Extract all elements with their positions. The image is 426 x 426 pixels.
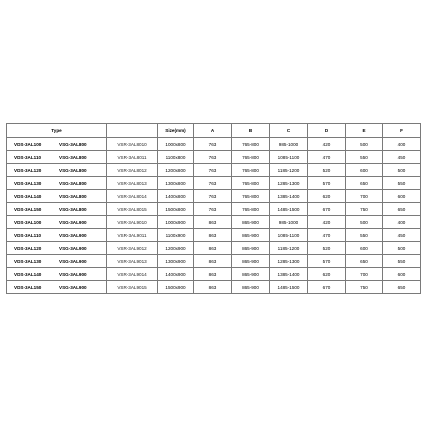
cell-type [7,138,107,151]
table-row [7,164,421,177]
cell-vds-model: VDS-3AL100 [14,141,42,147]
cell-d: 670 [308,203,346,216]
cell-c: 1185-1200 [270,164,308,177]
cell-e: 650 [346,255,383,268]
cell-e: 700 [346,268,383,281]
cell-f: 500 [383,164,421,177]
cell-size: 1100x800 [158,151,194,164]
cell-e: 550 [346,151,383,164]
header-size: Size(mm) [158,124,194,138]
spec-table [6,123,421,294]
cell-vsg-model: VSG-3AL900 [59,284,87,290]
table-row [7,177,421,190]
cell-size: 1500x900 [158,281,194,294]
cell-c: 985-1000 [270,138,308,151]
cell-a: 763 [194,138,232,151]
header-f: F [383,124,421,138]
cell-d: 420 [308,216,346,229]
cell-b: 765-800 [232,203,270,216]
cell-vsg-model: VSG-3AL800 [59,167,87,173]
cell-a: 863 [194,229,232,242]
cell-f: 500 [383,242,421,255]
cell-size: 1200x800 [158,164,194,177]
cell-a: 863 [194,216,232,229]
table-row [7,242,421,255]
cell-vds-model: VDS-3AL140 [14,193,42,199]
cell-vds-model: VDS-3AL120 [14,167,42,173]
header-row [7,124,421,138]
cell-b: 865-900 [232,242,270,255]
cell-size: 1500x800 [158,203,194,216]
cell-c: 1285-1300 [270,255,308,268]
cell-c: 1385-1400 [270,268,308,281]
cell-f: 600 [383,190,421,203]
cell-a: 863 [194,255,232,268]
cell-e: 550 [346,229,383,242]
cell-vsg-model: VSG-3AL900 [59,258,87,264]
cell-b: 765-800 [232,177,270,190]
cell-type [7,216,107,229]
cell-d: 620 [308,190,346,203]
cell-f: 450 [383,151,421,164]
table-row [7,255,421,268]
table-row [7,190,421,203]
cell-f: 600 [383,268,421,281]
cell-e: 700 [346,190,383,203]
header-c: C [270,124,308,138]
cell-e: 750 [346,203,383,216]
cell-vds-model: VDS-3AL130 [14,180,42,186]
cell-size: 1100x900 [158,229,194,242]
header-code [107,124,158,138]
cell-b: 865-900 [232,255,270,268]
cell-code: VSR-3AL9015 [107,281,158,294]
cell-code: VSR-3AL9011 [107,229,158,242]
cell-code: VSR-3AL8013 [107,177,158,190]
cell-d: 470 [308,229,346,242]
cell-size: 1000x900 [158,216,194,229]
header-e: E [346,124,383,138]
header-type: Type [7,124,107,138]
cell-b: 865-900 [232,216,270,229]
table-row [7,216,421,229]
cell-f: 650 [383,281,421,294]
table-body [7,138,421,294]
cell-f: 400 [383,138,421,151]
cell-type [7,203,107,216]
cell-vds-model: VDS-3AL150 [14,206,42,212]
cell-size: 1400x800 [158,190,194,203]
header-b: B [232,124,270,138]
cell-d: 570 [308,255,346,268]
header-d: D [308,124,346,138]
cell-type [7,151,107,164]
cell-vsg-model: VSG-3AL900 [59,245,87,251]
cell-c: 1485-1500 [270,203,308,216]
cell-code: VSR-3AL8012 [107,164,158,177]
cell-a: 863 [194,268,232,281]
cell-code: VSR-3AL9014 [107,268,158,281]
cell-type [7,268,107,281]
cell-type [7,164,107,177]
table-row [7,203,421,216]
cell-vds-model: VDS-3AL120 [14,245,42,251]
cell-e: 500 [346,216,383,229]
cell-d: 620 [308,268,346,281]
cell-b: 865-900 [232,229,270,242]
cell-c: 1385-1400 [270,190,308,203]
cell-code: VSR-3AL8010 [107,138,158,151]
cell-vds-model: VDS-3AL100 [14,219,42,225]
cell-vsg-model: VSG-3AL900 [59,232,87,238]
cell-code: VSR-3AL8011 [107,151,158,164]
cell-code: VSR-3AL9012 [107,242,158,255]
cell-vds-model: VDS-3AL150 [14,284,42,290]
cell-size: 1400x900 [158,268,194,281]
cell-vsg-model: VSG-3AL900 [59,219,87,225]
cell-c: 1085-1100 [270,151,308,164]
cell-vsg-model: VSG-3AL800 [59,206,87,212]
cell-c: 1285-1300 [270,177,308,190]
cell-size: 1300x800 [158,177,194,190]
cell-vds-model: VDS-3AL110 [14,232,42,238]
cell-f: 650 [383,203,421,216]
cell-e: 650 [346,177,383,190]
cell-b: 765-800 [232,164,270,177]
cell-vsg-model: VSG-3AL800 [59,141,87,147]
cell-b: 765-800 [232,151,270,164]
cell-vsg-model: VSG-3AL800 [59,180,87,186]
cell-a: 763 [194,190,232,203]
cell-d: 520 [308,164,346,177]
cell-f: 550 [383,177,421,190]
cell-vds-model: VDS-3AL140 [14,271,42,277]
cell-b: 765-800 [232,190,270,203]
cell-e: 500 [346,138,383,151]
cell-c: 1485-1500 [270,281,308,294]
cell-type [7,229,107,242]
cell-a: 763 [194,177,232,190]
header-a: A [194,124,232,138]
cell-b: 765-800 [232,138,270,151]
cell-vds-model: VDS-3AL130 [14,258,42,264]
cell-size: 1000x800 [158,138,194,151]
cell-c: 1185-1200 [270,242,308,255]
cell-a: 763 [194,203,232,216]
cell-code: VSR-3AL8015 [107,203,158,216]
table-row [7,281,421,294]
cell-d: 420 [308,138,346,151]
table-row [7,138,421,151]
table-row [7,268,421,281]
cell-type [7,177,107,190]
cell-d: 570 [308,177,346,190]
cell-f: 400 [383,216,421,229]
cell-type [7,190,107,203]
cell-type [7,242,107,255]
cell-c: 1085-1100 [270,229,308,242]
cell-a: 863 [194,281,232,294]
cell-d: 470 [308,151,346,164]
cell-d: 670 [308,281,346,294]
cell-f: 550 [383,255,421,268]
cell-code: VSR-3AL8014 [107,190,158,203]
cell-vsg-model: VSG-3AL900 [59,271,87,277]
cell-d: 520 [308,242,346,255]
cell-a: 863 [194,242,232,255]
cell-b: 865-900 [232,268,270,281]
cell-type [7,255,107,268]
cell-size: 1200x900 [158,242,194,255]
cell-code: VSR-3AL9010 [107,216,158,229]
cell-vsg-model: VSG-3AL800 [59,193,87,199]
cell-vds-model: VDS-3AL110 [14,154,42,160]
cell-c: 985-1000 [270,216,308,229]
cell-size: 1300x900 [158,255,194,268]
cell-type [7,281,107,294]
table-row [7,229,421,242]
cell-e: 750 [346,281,383,294]
cell-e: 600 [346,242,383,255]
cell-f: 450 [383,229,421,242]
cell-a: 763 [194,164,232,177]
cell-a: 763 [194,151,232,164]
cell-b: 865-900 [232,281,270,294]
cell-code: VSR-3AL9013 [107,255,158,268]
cell-e: 600 [346,164,383,177]
cell-vsg-model: VSG-3AL800 [59,154,87,160]
table-row [7,151,421,164]
